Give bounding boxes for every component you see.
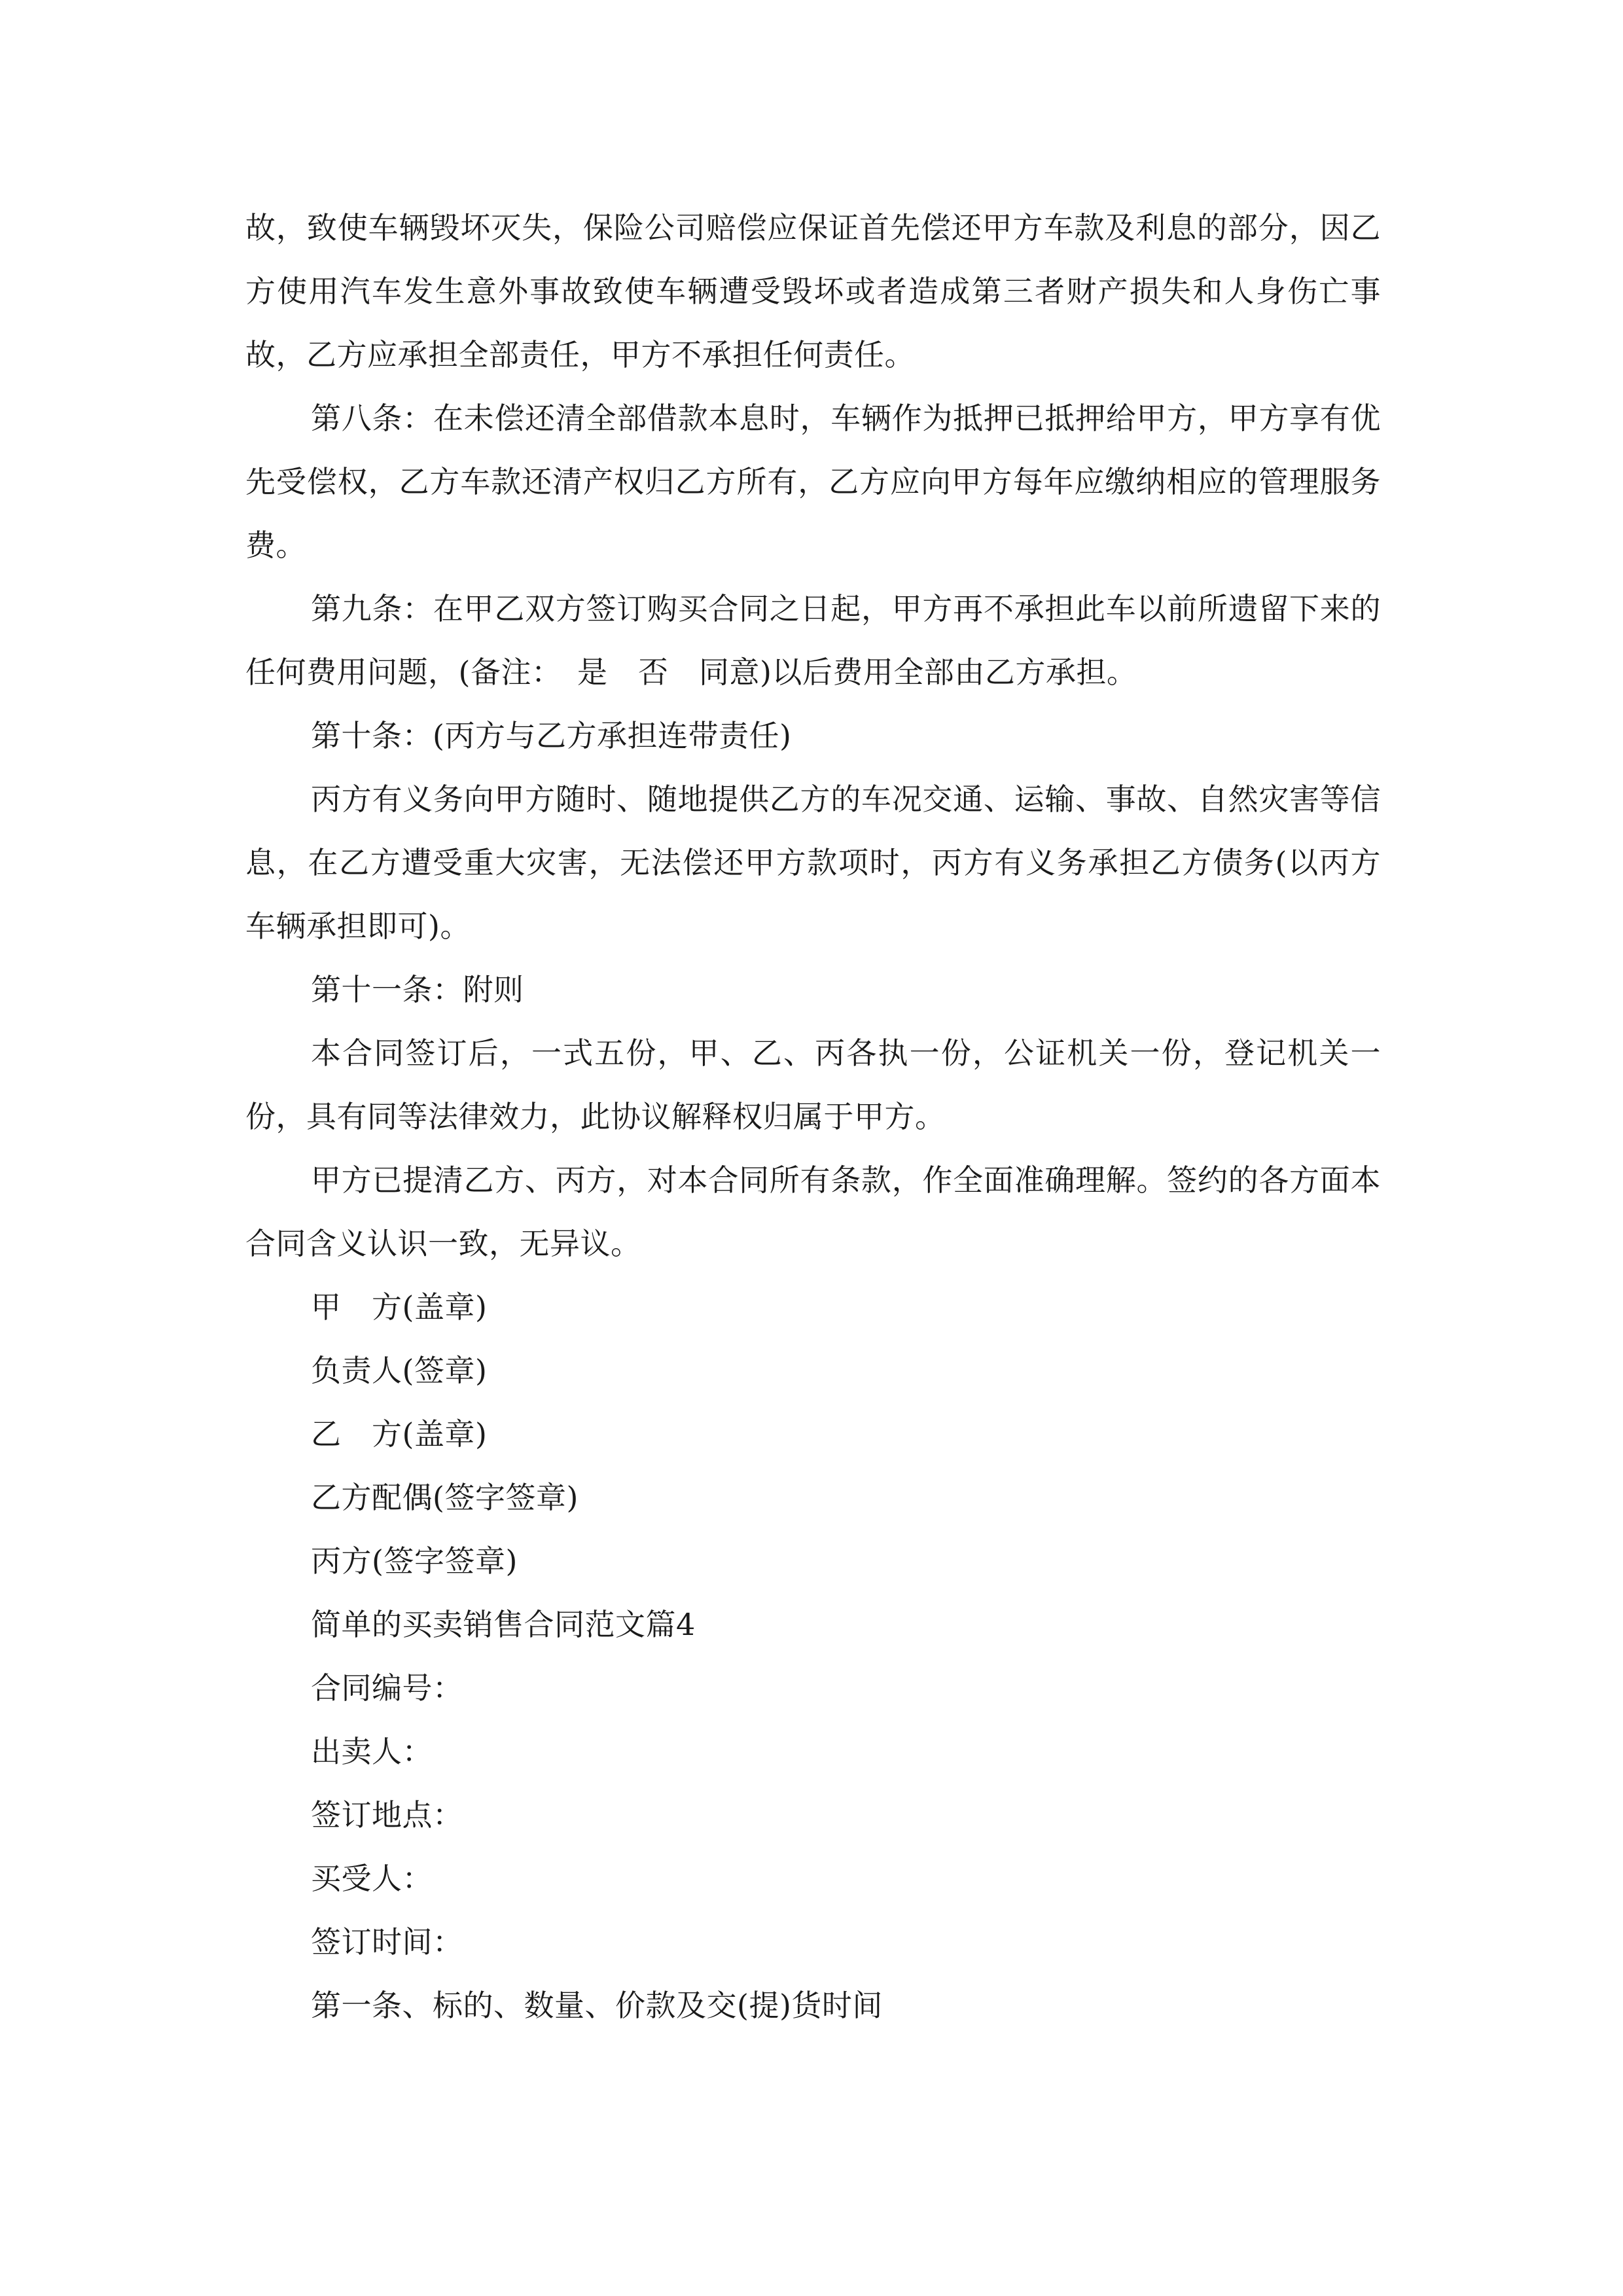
signature-responsible-person: 负责人(签章) xyxy=(311,1353,488,1388)
heading-article-1: 第一条、标的、数量、价款及交(提)货时间 xyxy=(311,1988,883,2023)
signature-party-c: 丙方(签字签章) xyxy=(311,1543,518,1579)
signature-party-a: 甲 方(盖章) xyxy=(311,1289,488,1325)
field-contract-number: 合同编号： xyxy=(311,1670,463,1706)
field-signing-place: 签订地点： xyxy=(311,1797,463,1833)
paragraph-article-11-body: 本合同签订后，一式五份，甲、乙、丙各执一份，公证机关一份，登记机关一份，具有同等法律效力，此协议解释权归属于甲方。 xyxy=(245,1035,1381,1134)
paragraph-article-8: 第八条：在未偿还清全部借款本息时，车辆作为抵押已抵押给甲方，甲方享有优先受偿权，乙方车款还清产权归乙方所有，乙方应向甲方每年应缴纳相应的管理服务费。 xyxy=(245,401,1381,563)
document-body xyxy=(245,196,1381,2037)
signature-party-b: 乙 方(盖章) xyxy=(311,1416,488,1452)
field-seller: 出卖人： xyxy=(311,1734,433,1769)
paragraph-understanding: 甲方已提清乙方、丙方，对本合同所有条款，作全面准确理解。签约的各方面本合同含义认识一致，无异议。 xyxy=(245,1162,1381,1261)
paragraph-article-9: 第九条：在甲乙双方签订购买合同之日起，甲方再不承担此车以前所遗留下来的任何费用问题，(备注： 是 否 同意)以后费用全部由乙方承担。 xyxy=(245,591,1381,690)
paragraph-article-10-body: 丙方有义务向甲方随时、随地提供乙方的车况交通、运输、事故、自然灾害等信息，在乙方遭受重大灾害，无法偿还甲方款项时，丙方有义务承担乙方债务(以丙方车辆承担即可)。 xyxy=(245,781,1381,944)
section-title: 简单的买卖销售合同范文篇4 xyxy=(311,1607,696,1642)
field-signing-time: 签订时间： xyxy=(311,1924,463,1960)
heading-article-11: 第十一条：附则 xyxy=(311,972,524,1007)
field-buyer: 买受人： xyxy=(311,1861,433,1896)
signature-party-b-spouse: 乙方配偶(签字签章) xyxy=(311,1480,579,1515)
heading-article-10: 第十条：(丙方与乙方承担连带责任) xyxy=(311,718,792,753)
paragraph-accident-liability: 故，致使车辆毁坏灭失，保险公司赔偿应保证首先偿还甲方车款及利息的部分，因乙方使用汽车发生意外事故致使车辆遭受毁坏或者造成第三者财产损失和人身伤亡事故，乙方应承担全部责任，甲方不承担任何责任。 xyxy=(245,210,1381,372)
